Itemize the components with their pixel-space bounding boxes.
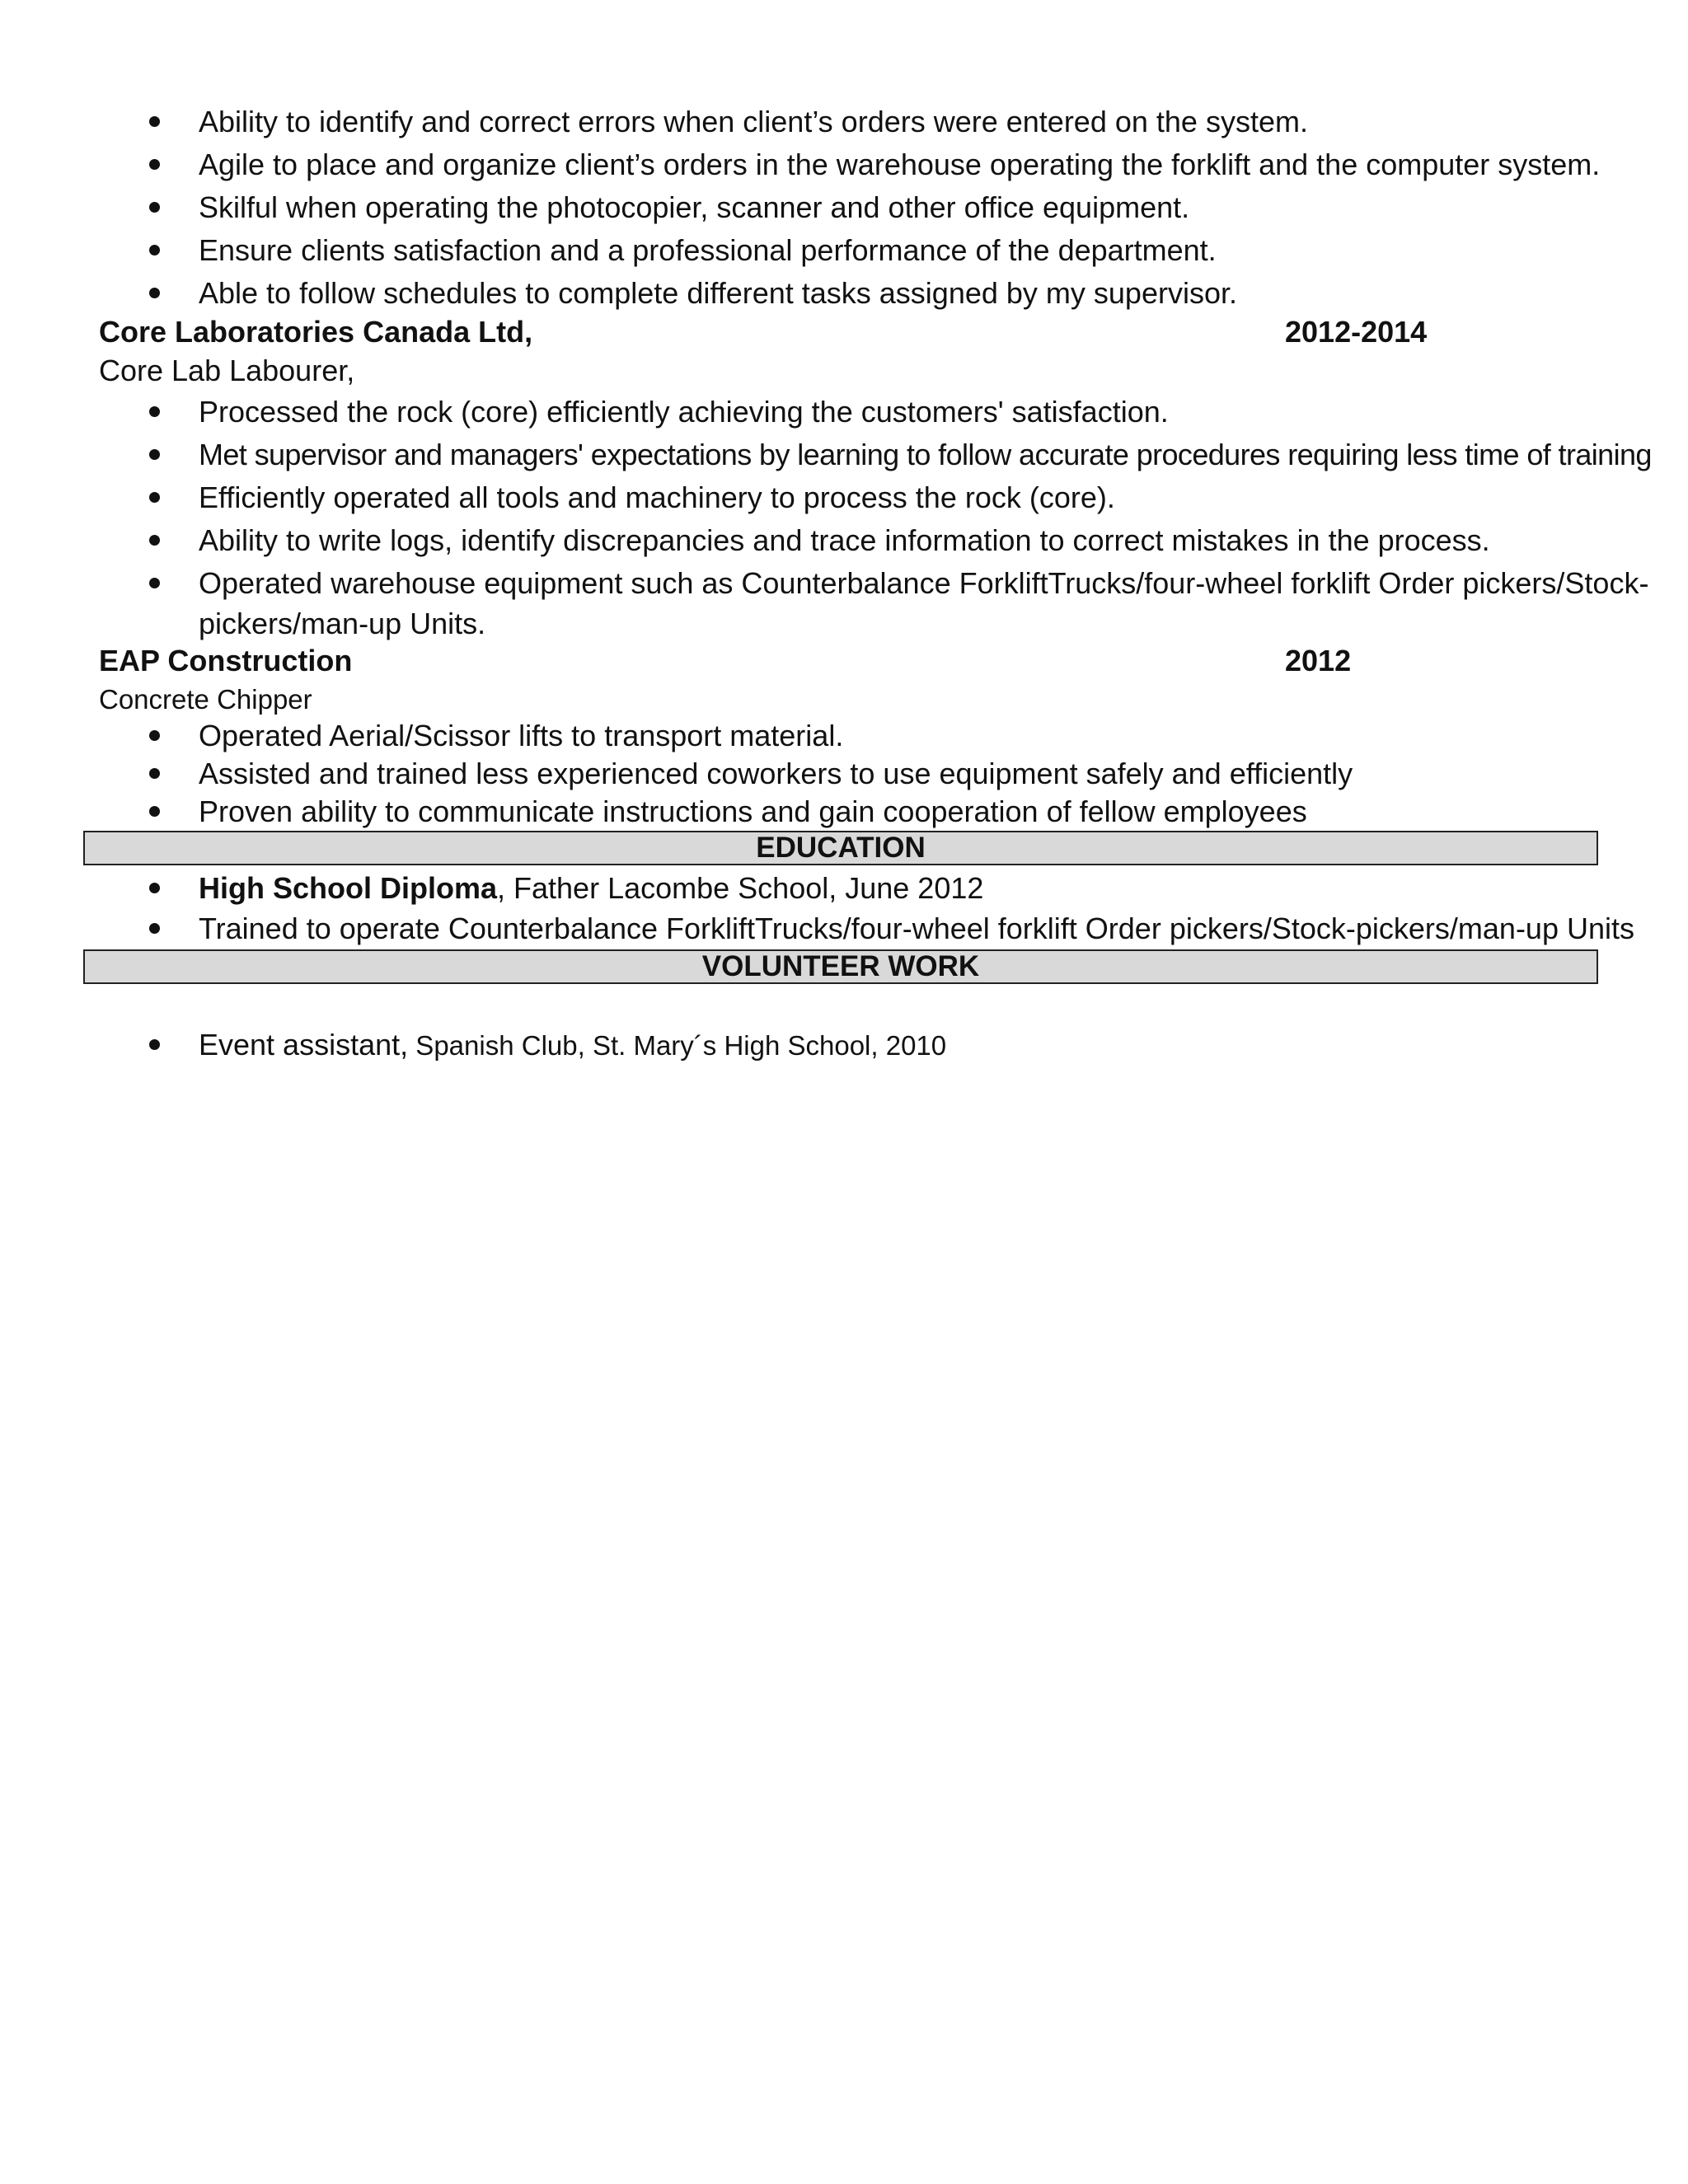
list-item (0, 147, 1688, 188)
bullet-text (199, 1027, 946, 1064)
bullet-text: Assisted and trained less experienced coworkers to use equipment safely and efficiently (199, 757, 1353, 790)
list-item (0, 565, 1688, 607)
bullet-text: Operated Aerial/Scissor lifts to transport material. (199, 719, 844, 752)
bullet-icon (149, 406, 160, 417)
bullet-icon (149, 730, 160, 741)
list-item (0, 232, 1688, 274)
bullet-text: Skilful when operating the photocopier, scanner and other office equipment. (199, 190, 1190, 224)
bullet-icon (149, 923, 160, 934)
bullet-icon (149, 449, 160, 460)
list-item (0, 104, 1688, 145)
volunteer-heading: VOLUNTEER WORK (83, 949, 1598, 984)
bullet-text: Agile to place and organize client’s orders in the warehouse operating the forklift and the computer system. (199, 148, 1601, 181)
list-item (0, 190, 1688, 231)
list-item (0, 794, 1688, 835)
bullet-text: Met supervisor and managers' expectations by learning to follow accurate procedures requiring less time of training (199, 438, 1652, 471)
bullet-icon (149, 159, 160, 170)
list-item (0, 523, 1688, 564)
bullet-text: Trained to operate Counterbalance ForkliftTrucks/four-wheel forklift Order pickers/Stock-pickers/man-up Units (199, 912, 1634, 945)
bullet-text: Proven ability to communicate instructions and gain cooperation of fellow employees (199, 794, 1307, 828)
bullet-text: Ability to identify and correct errors when client’s orders were entered on the system. (199, 105, 1308, 138)
list-item (0, 718, 1688, 759)
bullet-text (199, 870, 983, 907)
list-item (0, 394, 1688, 435)
job-company: EAP Construction (99, 644, 353, 677)
list-item (0, 480, 1688, 521)
list-item (0, 870, 1688, 912)
bullet-text: Able to follow schedules to complete different tasks assigned by my supervisor. (199, 276, 1237, 310)
list-item (0, 1027, 1688, 1068)
job-dates: 2012 (1285, 644, 1352, 677)
bullet-icon (149, 245, 160, 255)
volunteer-details: Spanish Club, St. Mary´s High School, 2010 (408, 1030, 947, 1061)
bullet-icon (149, 1039, 160, 1050)
bullet-icon (149, 806, 160, 817)
volunteer-role: Event assistant, (199, 1028, 409, 1062)
job-company: Core Laboratories Canada Ltd, (99, 315, 533, 349)
bullet-text: Ensure clients satisfaction and a professional performance of the department. (199, 233, 1217, 267)
list-item-continuation (0, 606, 1688, 647)
job-role: Concrete Chipper (99, 684, 312, 715)
bullet-icon (149, 288, 160, 298)
bullet-text: Processed the rock (core) efficiently achieving the customers' satisfaction. (199, 395, 1169, 429)
bullet-icon (149, 492, 160, 503)
bullet-icon (149, 883, 160, 893)
list-item (0, 275, 1688, 316)
bullet-text: pickers/man-up Units. (199, 607, 486, 640)
bullet-icon (149, 535, 160, 546)
list-item (0, 911, 1688, 952)
bullet-text: Operated warehouse equipment such as Counterbalance ForkliftTrucks/four-wheel forklift Order pickers/Stock- (199, 566, 1649, 600)
bullet-text: Efficiently operated all tools and machinery to process the rock (core). (199, 480, 1115, 514)
bullet-icon (149, 116, 160, 127)
diploma-details: , Father Lacombe School, June 2012 (497, 871, 984, 905)
job-dates: 2012-2014 (1285, 315, 1428, 349)
bullet-icon (149, 578, 160, 588)
bullet-icon (149, 768, 160, 779)
job-role: Core Lab Labourer, (99, 354, 355, 387)
bullet-icon (149, 202, 160, 213)
bullet-text: Ability to write logs, identify discrepancies and trace information to correct mistakes in the process. (199, 523, 1490, 557)
list-item (0, 437, 1688, 478)
diploma-title: High School Diploma (199, 871, 498, 905)
education-heading: EDUCATION (83, 831, 1598, 865)
list-item (0, 756, 1688, 797)
